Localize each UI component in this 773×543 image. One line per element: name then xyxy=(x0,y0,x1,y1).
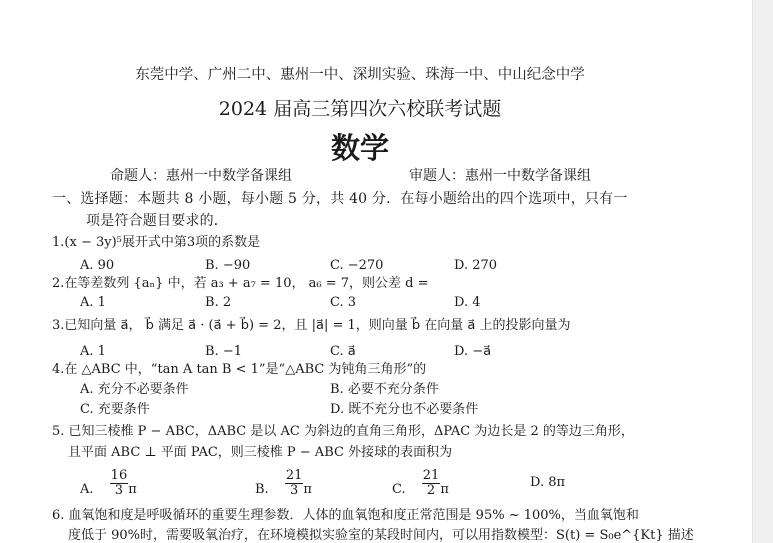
fraction xyxy=(285,469,304,498)
question-3-option-c: C. a⃗ xyxy=(330,344,356,359)
question-1-option-b: B. −90 xyxy=(205,258,251,273)
question-4-option-a: A. 充分不必要条件 xyxy=(80,382,189,397)
numerator: 16 xyxy=(110,468,128,483)
question-2-option-c: C. 3 xyxy=(330,295,357,310)
denominator: 3 xyxy=(289,483,299,498)
question-3-option-d: D. −a⃗ xyxy=(454,344,492,359)
subject-title: 数学 xyxy=(330,131,389,165)
pi-symbol: π xyxy=(303,482,312,497)
question-4-stem: 4.在 △ABC 中，“tan A tan B < 1”是“△ABC 为钝角三角形”的 xyxy=(52,362,427,377)
section-instructions-line1: 一、选择题：本题共 8 小题，每小题 5 分，共 40 分．在每小题给出的四个选项中，只有一 xyxy=(52,191,628,207)
fraction xyxy=(110,469,129,498)
author-line: 命题人：惠州一中数学备课组 xyxy=(110,168,292,184)
question-6-line2: 度低于 90%时，需要吸氧治疗，在环境模拟实验室的某段时间内，可以用指数模型：S(t) = S₀e^{Kt} 描述 xyxy=(68,528,694,543)
question-5-option-d: D. 8π xyxy=(530,475,566,490)
numerator: 21 xyxy=(422,468,440,483)
question-3-option-a: A. 1 xyxy=(80,344,106,359)
option-label: C. xyxy=(392,482,406,497)
question-4-option-b: B. 必要不充分条件 xyxy=(330,382,439,397)
question-1-option-c: C. −270 xyxy=(330,258,384,273)
pi-symbol: π xyxy=(128,482,137,497)
question-2-option-a: A. 1 xyxy=(80,295,106,310)
section-instructions-line2: 项是符合题目要求的． xyxy=(86,213,228,229)
question-6-line1: 6. 血氧饱和度是呼吸循环的重要生理参数．人体的血氧饱和度正常范围是 95% ~ 100%，当血氧饱和 xyxy=(52,508,639,523)
fraction xyxy=(422,469,441,498)
exam-title: 2024 届高三第四次六校联考试题 xyxy=(218,98,502,120)
question-1-stem: 1.(x − 3y)⁵展开式中第3项的系数是 xyxy=(52,235,261,250)
question-1-option-a: A. 90 xyxy=(80,258,115,273)
pi-symbol: π xyxy=(440,482,449,497)
question-3-option-b: B. −1 xyxy=(205,344,242,359)
question-2-stem: 2.在等差数列 {aₙ} 中，若 a₃ + a₇ = 10， a₆ = 7，则公差 d = xyxy=(52,276,429,291)
question-1-option-d: D. 270 xyxy=(454,258,498,273)
question-4-option-c: C. 充要条件 xyxy=(80,402,150,417)
reviewer-line: 审题人：惠州一中数学备课组 xyxy=(409,168,591,184)
numerator: 21 xyxy=(285,468,303,483)
question-2-option-b: B. 2 xyxy=(205,295,232,310)
option-label: B. xyxy=(255,482,269,497)
question-5-option-a xyxy=(80,468,137,504)
denominator: 2 xyxy=(426,483,436,498)
question-5-option-c xyxy=(392,468,449,504)
question-2-option-d: D. 4 xyxy=(454,295,481,310)
question-5-option-b xyxy=(255,468,312,504)
question-5-line2: 且平面 ABC ⊥ 平面 PAC，则三棱椎 P − ABC 外接球的表面积为 xyxy=(68,445,453,460)
question-4-option-d: D. 既不充分也不必要条件 xyxy=(330,402,479,417)
option-label: A. xyxy=(80,482,94,497)
denominator: 3 xyxy=(114,483,124,498)
schools-line: 东莞中学、广州二中、惠州一中、深圳实验、珠海一中、中山纪念中学 xyxy=(135,67,585,83)
vertical-scrollbar[interactable] xyxy=(752,0,773,543)
question-5-line1: 5. 已知三棱椎 P − ABC，ΔABC 是以 AC 为斜边的直角三角形，ΔPAC 为边长是 2 的等边三角形， xyxy=(52,424,634,439)
question-3-stem: 3.已知向量 a⃗， b⃗ 满足 a⃗ · (a⃗ + b⃗) = 2，且 |a⃗| = 1，则向量 b⃗ 在向量 a⃗ 上的投影向量为 xyxy=(52,318,571,333)
